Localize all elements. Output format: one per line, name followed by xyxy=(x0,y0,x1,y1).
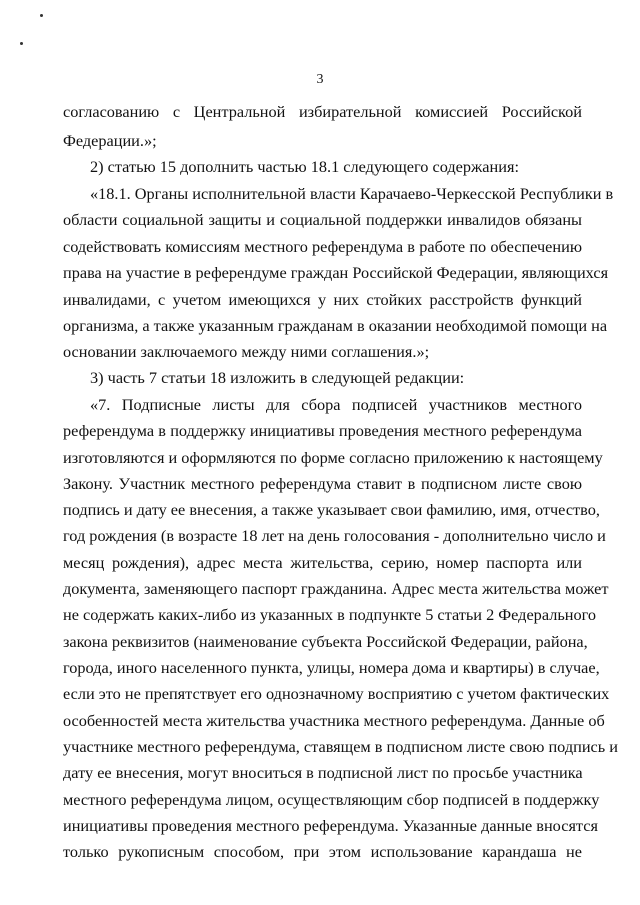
text-line: дату ее внесения, могут вноситься в подписной лист по просьбе участника xyxy=(63,763,583,782)
text-line: согласованию с Центральной избирательной комиссией Российской xyxy=(63,102,582,121)
page-number: 3 xyxy=(316,72,324,87)
text-line: подпись и дату ее внесения, а также указывает свои фамилию, имя, отчество, xyxy=(63,500,600,519)
text-line: год рождения (в возрасте 18 лет на день голосования - дополнительно число и xyxy=(63,526,606,545)
text-line: 3) часть 7 статьи 18 изложить в следующей редакции: xyxy=(90,368,465,387)
text-line: Закону. Участник местного референдума ставит в подписном листе свою xyxy=(63,474,582,493)
text-line: инициативы проведения местного референдума. Указанные данные вносятся xyxy=(63,816,598,835)
text-line: Федерации.»; xyxy=(63,131,157,150)
text-line: только рукописным способом, при этом использование карандаша не xyxy=(63,842,582,861)
text-line: основании заключаемого между ними соглашения.»; xyxy=(63,342,430,361)
text-line: закона реквизитов (наименование субъекта Российской Федерации, района, xyxy=(63,632,588,651)
text-line: изготовляются и оформляются по форме согласно приложению к настоящему xyxy=(63,448,603,467)
text-line: документа, заменяющего паспорт гражданина. Адрес места жительства может xyxy=(63,579,609,598)
text-line: области социальной защиты и социальной поддержки инвалидов обязаны xyxy=(63,210,582,229)
text-line: участнике местного референдума, ставящем в подписном листе свою подпись и xyxy=(63,737,618,756)
text-line: «7. Подписные листы для сбора подписей участников местного xyxy=(90,395,582,414)
text-line: референдума в поддержку инициативы проведения местного референдума xyxy=(63,421,582,440)
text-line: месяц рождения), адрес места жительства, серию, номер паспорта или xyxy=(63,553,582,572)
text-line: содействовать комиссиям местного референдума в работе по обеспечению xyxy=(63,237,582,256)
text-line: местного референдума лицом, осуществляющим сбор подписей в поддержку xyxy=(63,790,600,809)
text-line: организма, а также указанным гражданам в оказании необходимой помощи на xyxy=(63,316,608,335)
text-line: инвалидами, с учетом имеющихся у них стойких расстройств функций xyxy=(63,290,582,309)
text-line: «18.1. Органы исполнительной власти Карачаево-Черкесской Республики в xyxy=(90,184,614,203)
text-line: права на участие в референдуме граждан Российской Федерации, являющихся xyxy=(63,263,609,282)
text-line: особенностей места жительства участника местного референдума. Данные об xyxy=(63,711,605,730)
text-line: города, иного населенного пункта, улицы, номера дома и квартиры) в случае, xyxy=(63,658,600,677)
text-line: не содержать каких-либо из указанных в подпункте 5 статьи 2 Федерального xyxy=(63,605,597,624)
text-line: 2) статью 15 дополнить частью 18.1 следующего содержания: xyxy=(90,157,519,176)
text-line: если это не препятствует его однозначному восприятию с учетом фактических xyxy=(63,684,610,703)
